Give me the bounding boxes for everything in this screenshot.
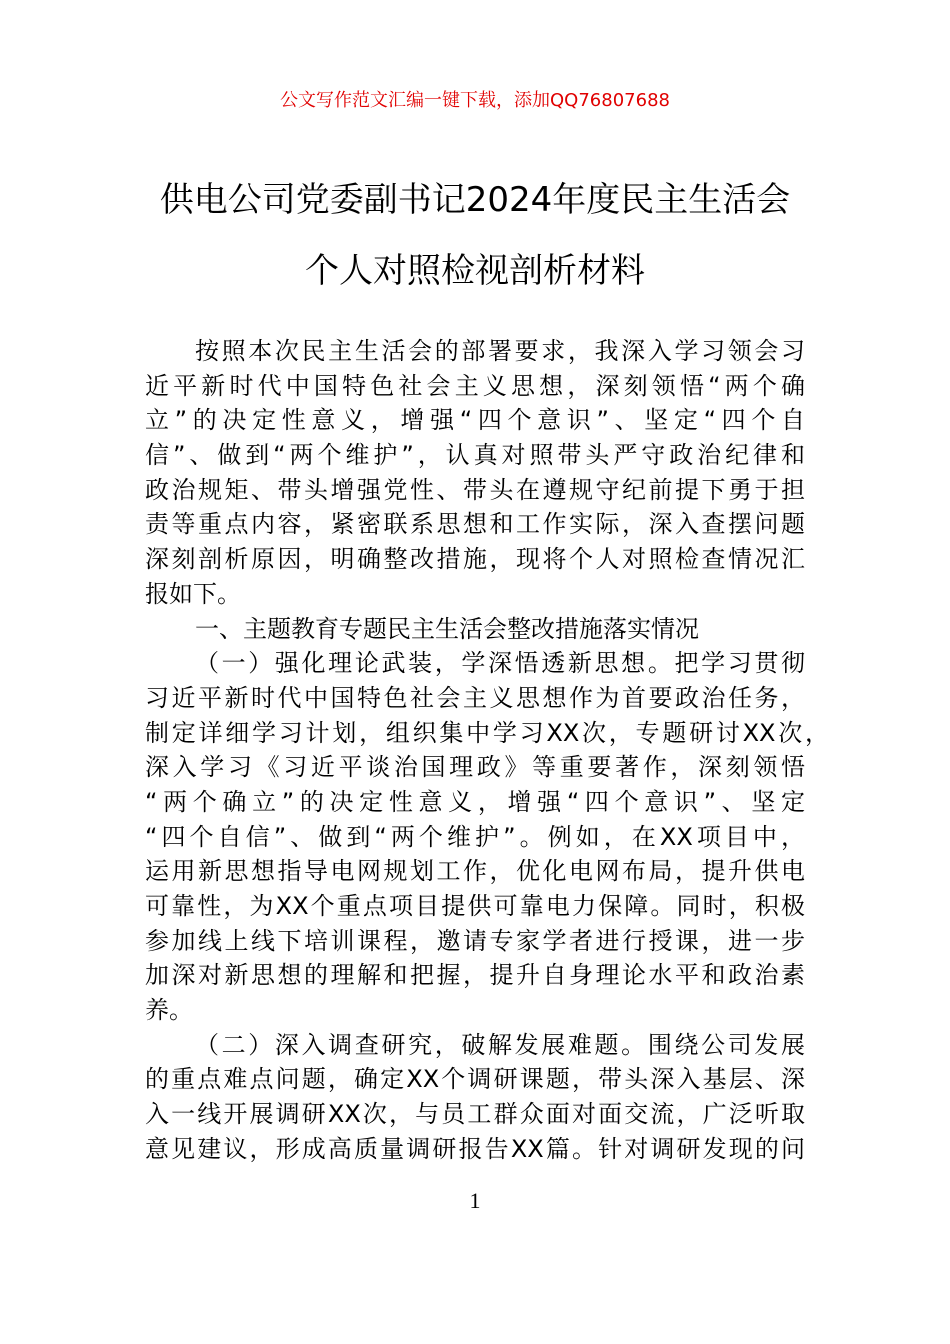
- text-line: 加深对新思想的理解和把握，提升自身理论水平和政治素: [145, 961, 805, 990]
- text-line: 入一线开展调研XX次，与员工群众面对面交流，广泛听取: [145, 1100, 805, 1129]
- text-line: （一）强化理论武装，学深悟透新思想。把学习贯彻: [195, 649, 805, 678]
- document-title-line-2: 个人对照检视剖析材料: [305, 251, 645, 291]
- document-title-line-1: 供电公司党委副书记2024年度民主生活会: [159, 180, 791, 220]
- text-line: 立”的决定性意义，增强“四个意识”、坚定“四个自: [145, 406, 805, 435]
- document-body: [145, 334, 829, 1167]
- text-line: 可靠性，为XX个重点项目提供可靠电力保障。同时，积极: [145, 892, 805, 920]
- text-line: “四个自信”、做到“两个维护”。例如，在XX项目中，: [145, 822, 805, 851]
- text-line: 深刻剖析原因，明确整改措施，现将个人对照检查情况汇: [145, 545, 805, 574]
- text-line: 运用新思想指导电网规划工作，优化电网布局，提升供电: [145, 857, 805, 886]
- page-number: 1: [469, 1188, 481, 1213]
- text-line: 按照本次民主生活会的部署要求，我深入学习领会习: [195, 337, 805, 365]
- watermark-header: 公文写作范文汇编一键下载，添加QQ76807688: [280, 90, 670, 111]
- text-line: “两个确立”的决定性意义，增强“四个意识”、坚定: [145, 787, 805, 816]
- text-line: （二）深入调查研究，破解发展难题。围绕公司发展: [195, 1030, 805, 1059]
- text-line: 制定详细学习计划，组织集中学习XX次，专题研讨XX次，: [145, 718, 829, 747]
- text-line: 参加线上线下培训课程，邀请专家学者进行授课，进一步: [145, 926, 805, 955]
- text-line: 意见建议，形成高质量调研报告XX篇。针对调研发现的问: [145, 1134, 805, 1163]
- text-line: 养。: [145, 996, 193, 1025]
- text-line: 政治规矩、带头增强党性、带头在遵规守纪前提下勇于担: [145, 475, 805, 504]
- text-line: 近平新时代中国特色社会主义思想，深刻领悟“两个确: [145, 371, 805, 400]
- text-line: 报如下。: [145, 579, 241, 608]
- text-line: 的重点难点问题，确定XX个调研课题，带头深入基层、深: [145, 1065, 805, 1094]
- text-line: 一、主题教育专题民主生活会整改措施落实情况: [195, 614, 699, 643]
- text-line: 习近平新时代中国特色社会主义思想作为首要政治任务，: [145, 683, 805, 712]
- text-line: 责等重点内容，紧密联系思想和工作实际，深入查摆问题: [145, 510, 805, 539]
- text-line: 信”、做到“两个维护”，认真对照带头严守政治纪律和: [145, 441, 805, 470]
- text-line: 深入学习《习近平谈治国理政》等重要著作，深刻领悟: [145, 753, 805, 782]
